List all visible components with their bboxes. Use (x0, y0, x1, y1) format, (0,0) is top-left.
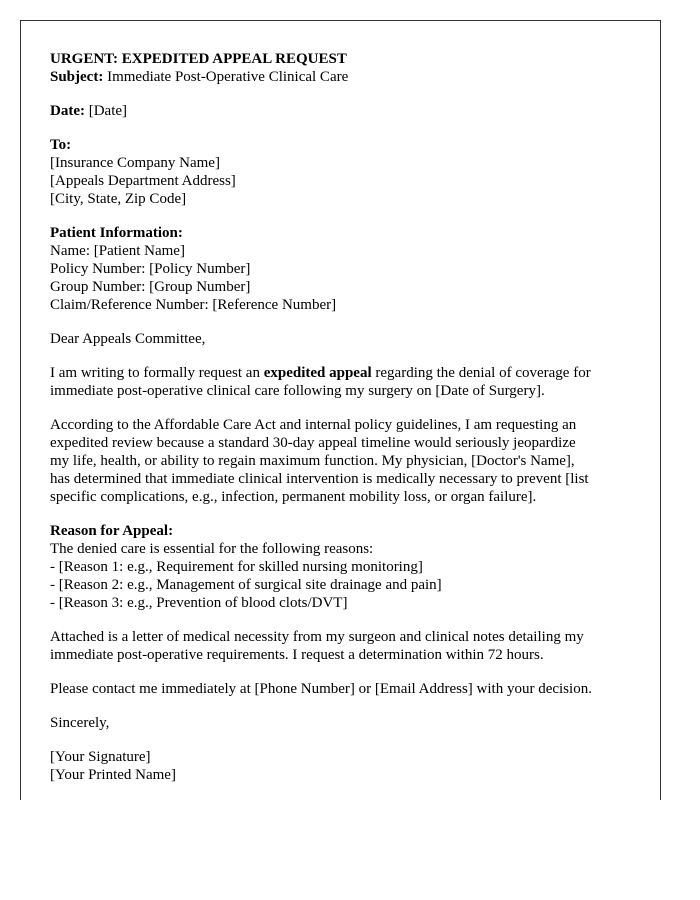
contact-paragraph: Please contact me immediately at [Phone Number] or [Email Address] with your decision. (50, 681, 592, 697)
patient-info-line: Claim/Reference Number: [Reference Number] (50, 297, 337, 313)
paragraph-line: immediate post-operative clinical care following my surgery on [Date of Surgery]. (50, 383, 545, 399)
reason-item: - [Reason 3: e.g., Prevention of blood clots/DVT] (50, 595, 348, 611)
signature-line: [Your Signature] (50, 749, 151, 765)
paragraph-line: my life, health, or ability to regain maximum function. My physician, [Doctor's Name], (50, 453, 575, 469)
paragraph-line (50, 364, 640, 382)
subject-label: Subject: (50, 69, 104, 85)
letter-page (20, 20, 661, 800)
date-label: Date: (50, 103, 85, 119)
paragraph-line: specific complications, e.g., infection, permanent mobility loss, or organ failure]. (50, 489, 537, 505)
letter-heading: URGENT: EXPEDITED APPEAL REQUEST (50, 51, 347, 67)
subject-value: Immediate Post-Operative Clinical Care (107, 69, 349, 85)
reason-item: - [Reason 1: e.g., Requirement for skilled nursing monitoring] (50, 559, 423, 575)
printed-name-line: [Your Printed Name] (50, 767, 176, 783)
reason-label: Reason for Appeal: (50, 523, 174, 539)
paragraph-line: According to the Affordable Care Act and internal policy guidelines, I am requesting an (50, 417, 577, 433)
recipient-line: [Insurance Company Name] (50, 155, 220, 171)
recipient-line: [City, State, Zip Code] (50, 191, 187, 207)
patient-info-line: Name: [Patient Name] (50, 243, 185, 259)
paragraph-line: immediate post-operative requirements. I request a determination within 72 hours. (50, 647, 544, 663)
reason-item: - [Reason 2: e.g., Management of surgical site drainage and pain] (50, 577, 442, 593)
subject-line (50, 68, 640, 86)
letter-content (50, 50, 640, 784)
patient-info-line: Group Number: [Group Number] (50, 279, 251, 295)
salutation: Dear Appeals Committee, (50, 331, 206, 347)
reason-intro: The denied care is essential for the following reasons: (50, 541, 374, 557)
recipient-line: [Appeals Department Address] (50, 173, 236, 189)
paragraph-line: has determined that immediate clinical intervention is medically necessary to prevent [list (50, 471, 589, 487)
date-line (50, 102, 640, 120)
paragraph-line: Attached is a letter of medical necessity from my surgeon and clinical notes detailing my (50, 629, 584, 645)
expedited-appeal-emphasis: expedited appeal (263, 365, 372, 381)
closing: Sincerely, (50, 715, 110, 731)
text-run: regarding the denial of coverage for (371, 365, 591, 381)
to-label: To: (50, 137, 72, 153)
date-value: [Date] (88, 103, 128, 119)
patient-info-label: Patient Information: (50, 225, 183, 241)
paragraph-line: expedited review because a standard 30-day appeal timeline would seriously jeopardize (50, 435, 576, 451)
patient-info-line: Policy Number: [Policy Number] (50, 261, 251, 277)
text-run: I am writing to formally request an (50, 365, 264, 381)
